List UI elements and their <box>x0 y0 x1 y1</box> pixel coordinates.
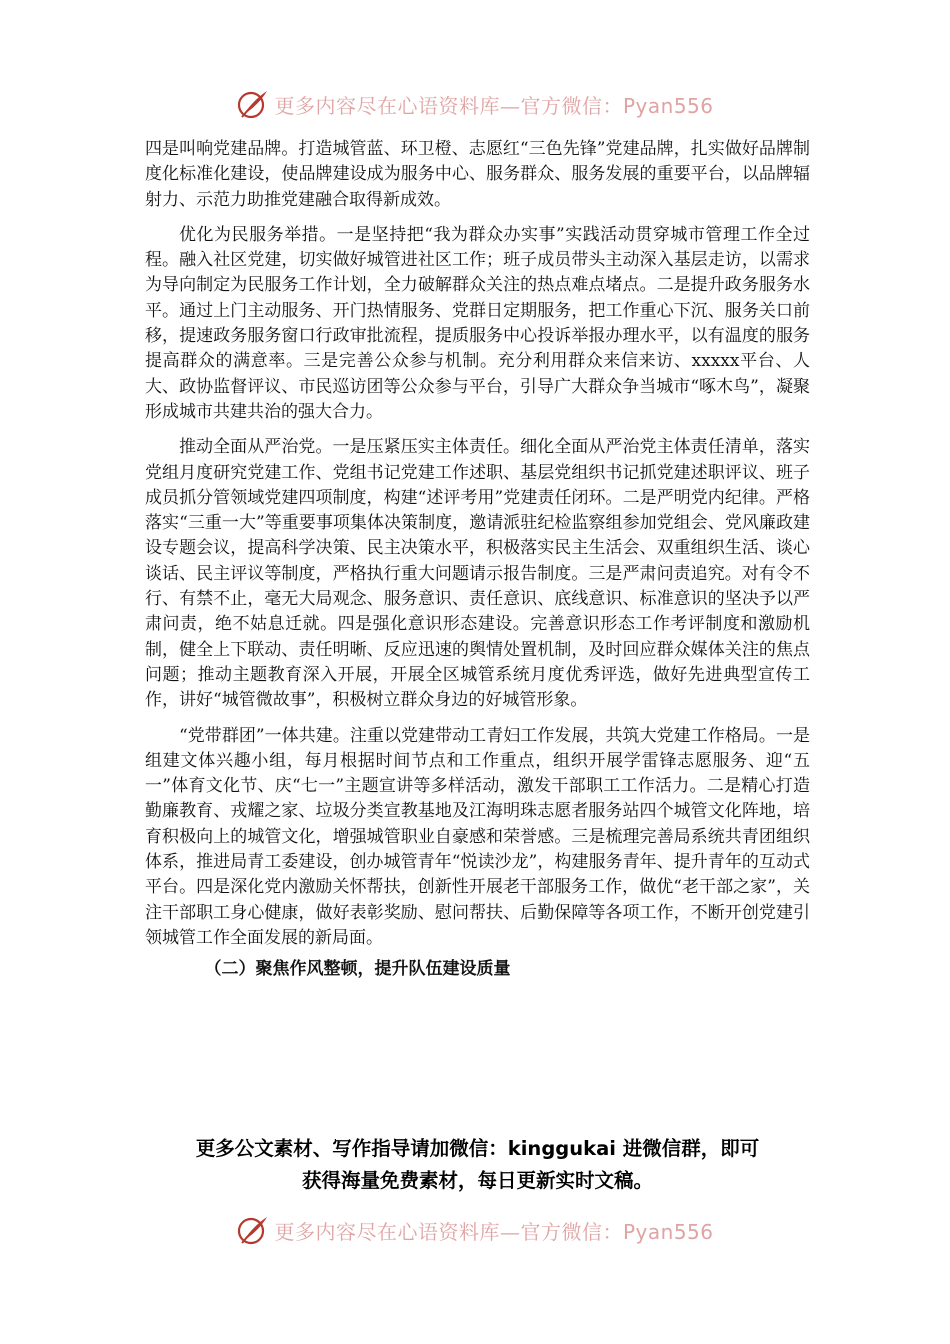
document-body <box>145 137 810 993</box>
header-watermark <box>0 84 950 124</box>
footer-watermark <box>0 1210 950 1250</box>
footer-wechat-id: Pyan556 <box>622 1219 714 1244</box>
header-wechat-id: Pyan556 <box>622 93 714 118</box>
promo-line-1: 更多公文素材、写作指导请加微信：kinggukai 进微信群，即可 <box>195 1137 760 1160</box>
footer-brand-text: 更多内容尽在心语资料库—官方微信：Pyan556 <box>274 1219 714 1244</box>
quill-logo-icon <box>236 87 270 121</box>
header-brand-text: 更多内容尽在心语资料库—官方微信：Pyan556 <box>274 93 714 118</box>
paragraph-party-brand: 四是叫响党建品牌。打造城管蓝、环卫橙、志愿红“三色先锋”党建品牌，扎实做好品牌制度化标准化建设，使品牌建设成为服务中心、服务群众、服务发展的重要平台，以品牌辐射力、示范力助推党建融合取得新成效。 <box>145 139 810 210</box>
paragraph-public-service: 优化为民服务举措。一是坚持把“我为群众办实事”实践活动贯穿城市管理工作全过程。融入社区党建，切实做好城管进社区工作；班子成员带头主动深入基层走访，以需求为导向制定为民服务工作计划，全力破解群众关注的热点难点堵点。二是提升政务服务水平。通过上门主动服务、开门热情服务、党群日定期服务，把工作重心下沉、服务关口前移，提速政务服务窗口行政审批流程，提质服务中心投诉举报办理水平，以有温度的服务提高群众的满意率。三是完善公众参与机制。充分利用群众来信来访、xxxxx平台、人大、政协监督评议、市民巡访团等公众参与平台，引导广大群众争当城市“啄木鸟”，凝聚形成城市共建共治的强大合力。 <box>145 224 810 422</box>
section-heading: （二）聚焦作风整顿，提升队伍建设质量 <box>204 959 511 980</box>
paragraph-party-mass-building: “党带群团”一体共建。注重以党建带动工青妇工作发展，共筑大党建工作格局。一是组建文体兴趣小组，每月根据时间节点和工作重点，组织开展学雷锋志愿服务、迎“五一”体育文化节、庆“七一”主题宣讲等多样活动，激发干部职工工作活力。二是精心打造勤廉教育、戎耀之家、垃圾分类宣教基地及江海明珠志愿者服务站四个城管文化阵地，培育积极向上的城管文化，增强城管职业自豪感和荣誉感。三是梳理完善局系统共青团组织体系，推进局青工委建设，创办城管青年“悦读沙龙”，构建服务青年、提升青年的互动式平台。四是深化党内激励关怀帮扶，创新性开展老干部服务工作，做优“老干部之家”，关注干部职工身心健康，做好表彰奖励、慰问帮扶、后勤保障等各项工作，不断开创党建引领城管工作全面发展的新局面。 <box>145 725 810 948</box>
paragraph-strict-governance: 推动全面从严治党。一是压紧压实主体责任。细化全面从严治党主体责任清单，落实党组月度研究党建工作、党组书记党建工作述职、基层党组织书记抓党建述职评议、班子成员抓分管领域党建四项制度，构建“述评考用”党建责任闭环。二是严明党内纪律。严格落实“三重一大”等重要事项集体决策制度，邀请派驻纪检监察组参加党组会、党风廉政建设专题会议，提高科学决策、民主决策水平，积极落实民主生活会、双重组织生活、谈心谈话、民主评议等制度，严格执行重大问题请示报告制度。三是严肃问责追究。对有令不行、有禁不止，毫无大局观念、服务意识、责任意识、底线意识、标准意识的坚决予以严肃问责，绝不姑息迁就。四是强化意识形态建设。完善意识形态工作考评制度和激励机制，健全上下联动、责任明晰、反应迅速的舆情处置机制，及时回应群众媒体关注的焦点问题；推动主题教育深入开展，开展全区城管系统月度优秀评选，做好先进典型宣传工作，讲好“城管微故事”，积极树立群众身边的好城管形象。 <box>145 437 810 711</box>
quill-logo-icon <box>236 1213 270 1247</box>
promo-line-2: 获得海量免费素材，每日更新实时文稿。 <box>301 1169 653 1192</box>
promo-notice <box>145 1133 810 1197</box>
